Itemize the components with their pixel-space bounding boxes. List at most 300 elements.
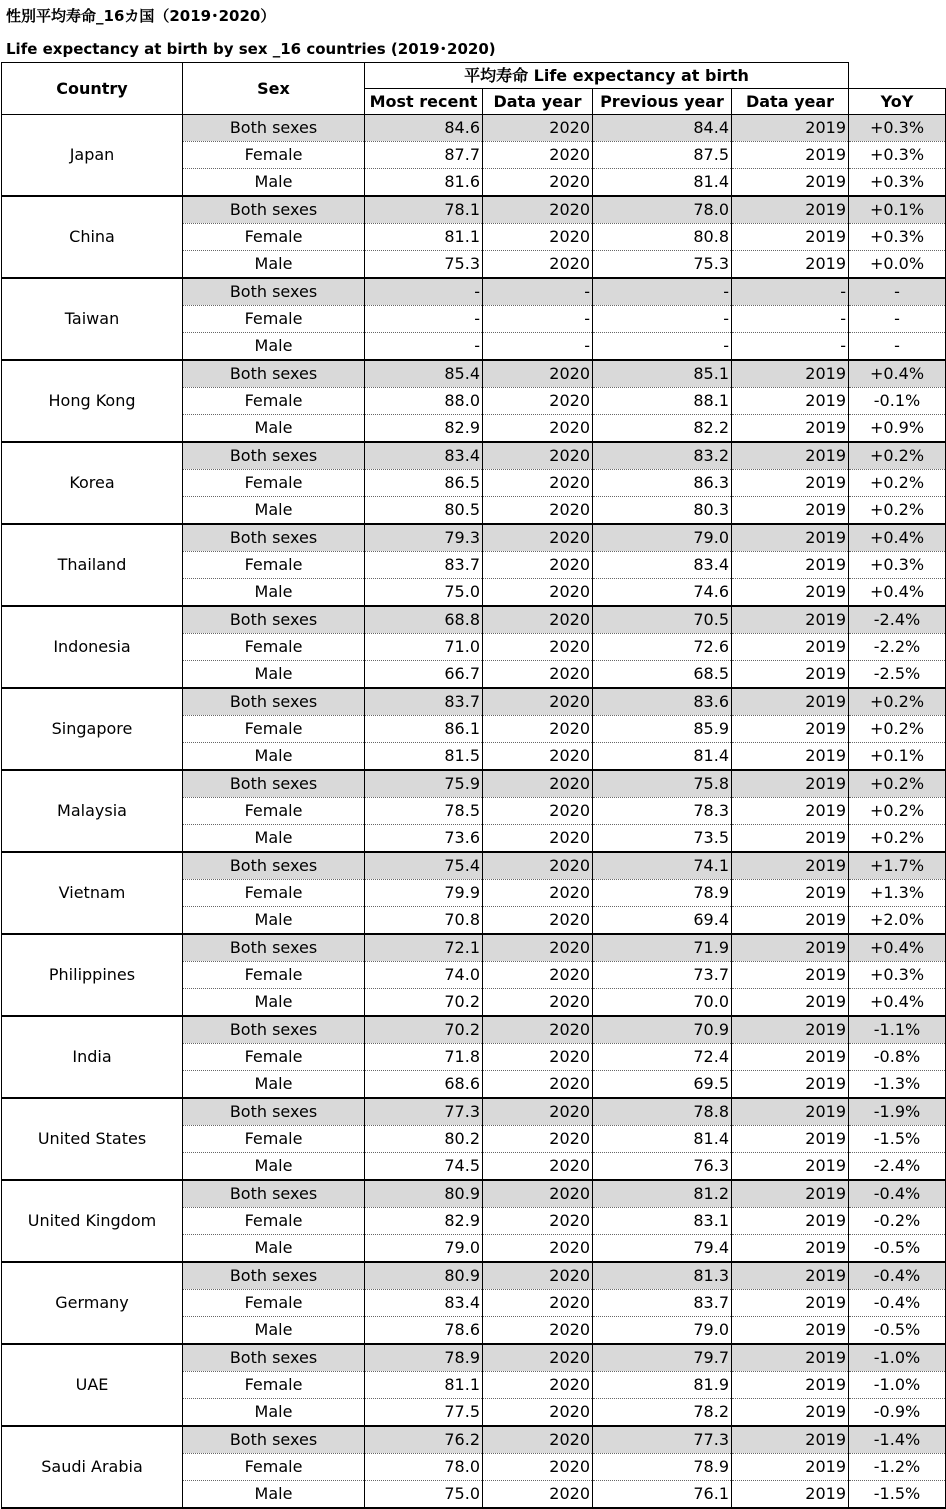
- yoy-cell: -2.2%: [849, 634, 946, 661]
- data-year-cell: 2020: [483, 634, 593, 661]
- sex-cell: Male: [183, 743, 365, 771]
- previous-data-year-cell: 2019: [732, 1208, 849, 1235]
- previous-year-cell: 80.3: [593, 497, 732, 525]
- most-recent-cell: 78.1: [365, 196, 483, 224]
- previous-year-cell: 83.2: [593, 442, 732, 470]
- most-recent-cell: 70.2: [365, 1016, 483, 1044]
- previous-year-cell: 81.9: [593, 1372, 732, 1399]
- previous-year-cell: 72.4: [593, 1044, 732, 1071]
- sex-cell: Female: [183, 552, 365, 579]
- previous-data-year-cell: 2019: [732, 1262, 849, 1290]
- previous-data-year-cell: 2019: [732, 688, 849, 716]
- country-cell: Japan: [2, 115, 183, 197]
- previous-year-cell: 84.4: [593, 115, 732, 142]
- previous-year-cell: 74.1: [593, 852, 732, 880]
- country-cell: Indonesia: [2, 606, 183, 688]
- data-year-cell: 2020: [483, 1481, 593, 1509]
- yoy-cell: +0.3%: [849, 142, 946, 169]
- sex-cell: Female: [183, 224, 365, 251]
- data-year-cell: 2020: [483, 579, 593, 607]
- header-yoy: YoY: [849, 89, 946, 115]
- most-recent-cell: 85.4: [365, 360, 483, 388]
- yoy-cell: +0.4%: [849, 360, 946, 388]
- yoy-cell: +0.3%: [849, 224, 946, 251]
- table-row: [2, 1016, 946, 1044]
- previous-year-cell: 76.3: [593, 1153, 732, 1181]
- previous-year-cell: 82.2: [593, 415, 732, 443]
- country-cell: China: [2, 196, 183, 278]
- previous-year-cell: -: [593, 278, 732, 306]
- previous-year-cell: 78.8: [593, 1098, 732, 1126]
- yoy-cell: -: [849, 306, 946, 333]
- header-life-expectancy-group: 平均寿命 Life expectancy at birth: [365, 63, 849, 89]
- yoy-cell: -0.5%: [849, 1317, 946, 1345]
- sex-cell: Female: [183, 880, 365, 907]
- previous-data-year-cell: 2019: [732, 497, 849, 525]
- yoy-cell: +0.3%: [849, 115, 946, 142]
- data-year-cell: 2020: [483, 825, 593, 853]
- previous-year-cell: 77.3: [593, 1426, 732, 1454]
- most-recent-cell: 88.0: [365, 388, 483, 415]
- data-year-cell: 2020: [483, 524, 593, 552]
- previous-data-year-cell: 2019: [732, 1044, 849, 1071]
- previous-year-cell: 83.1: [593, 1208, 732, 1235]
- most-recent-cell: -: [365, 306, 483, 333]
- yoy-cell: -0.5%: [849, 1235, 946, 1263]
- previous-data-year-cell: 2019: [732, 1153, 849, 1181]
- country-cell: United Kingdom: [2, 1180, 183, 1262]
- sex-cell: Female: [183, 1454, 365, 1481]
- sex-cell: Male: [183, 169, 365, 197]
- previous-year-cell: 74.6: [593, 579, 732, 607]
- previous-year-cell: 70.9: [593, 1016, 732, 1044]
- table-row: [2, 278, 946, 306]
- yoy-cell: -: [849, 278, 946, 306]
- table-row: [2, 770, 946, 798]
- yoy-cell: -0.4%: [849, 1262, 946, 1290]
- yoy-cell: +0.2%: [849, 798, 946, 825]
- most-recent-cell: 79.0: [365, 1235, 483, 1263]
- yoy-cell: -1.2%: [849, 1454, 946, 1481]
- data-year-cell: 2020: [483, 743, 593, 771]
- most-recent-cell: 73.6: [365, 825, 483, 853]
- data-year-cell: 2020: [483, 1016, 593, 1044]
- table-row: [2, 360, 946, 388]
- previous-data-year-cell: 2019: [732, 1071, 849, 1099]
- most-recent-cell: 80.5: [365, 497, 483, 525]
- most-recent-cell: 68.6: [365, 1071, 483, 1099]
- previous-year-cell: 88.1: [593, 388, 732, 415]
- sex-cell: Male: [183, 661, 365, 689]
- yoy-cell: -1.1%: [849, 1016, 946, 1044]
- header-sex: Sex: [183, 63, 365, 115]
- most-recent-cell: 81.1: [365, 1372, 483, 1399]
- sex-cell: Both sexes: [183, 1180, 365, 1208]
- data-year-cell: -: [483, 306, 593, 333]
- sex-cell: Male: [183, 1399, 365, 1427]
- previous-data-year-cell: 2019: [732, 1344, 849, 1372]
- data-year-cell: 2020: [483, 1044, 593, 1071]
- previous-data-year-cell: 2019: [732, 825, 849, 853]
- sex-cell: Both sexes: [183, 770, 365, 798]
- previous-data-year-cell: 2019: [732, 716, 849, 743]
- previous-data-year-cell: -: [732, 278, 849, 306]
- most-recent-cell: 74.0: [365, 962, 483, 989]
- sex-cell: Both sexes: [183, 524, 365, 552]
- sex-cell: Male: [183, 1235, 365, 1263]
- data-year-cell: 2020: [483, 360, 593, 388]
- previous-year-cell: 78.2: [593, 1399, 732, 1427]
- data-year-cell: 2020: [483, 552, 593, 579]
- previous-year-cell: 79.4: [593, 1235, 732, 1263]
- data-year-cell: -: [483, 278, 593, 306]
- most-recent-cell: 75.9: [365, 770, 483, 798]
- previous-year-cell: 85.9: [593, 716, 732, 743]
- previous-year-cell: 79.7: [593, 1344, 732, 1372]
- yoy-cell: -2.5%: [849, 661, 946, 689]
- most-recent-cell: 71.8: [365, 1044, 483, 1071]
- country-cell: Germany: [2, 1262, 183, 1344]
- previous-data-year-cell: 2019: [732, 115, 849, 142]
- previous-data-year-cell: 2019: [732, 251, 849, 279]
- sex-cell: Female: [183, 634, 365, 661]
- data-year-cell: 2020: [483, 470, 593, 497]
- previous-data-year-cell: 2019: [732, 880, 849, 907]
- sex-cell: Both sexes: [183, 278, 365, 306]
- previous-data-year-cell: 2019: [732, 1098, 849, 1126]
- most-recent-cell: 68.8: [365, 606, 483, 634]
- yoy-cell: -1.3%: [849, 1071, 946, 1099]
- yoy-cell: +0.2%: [849, 716, 946, 743]
- sex-cell: Male: [183, 333, 365, 361]
- sex-cell: Both sexes: [183, 1344, 365, 1372]
- yoy-cell: +0.3%: [849, 552, 946, 579]
- most-recent-cell: 70.8: [365, 907, 483, 935]
- most-recent-cell: -: [365, 333, 483, 361]
- yoy-cell: -2.4%: [849, 606, 946, 634]
- yoy-cell: -1.5%: [849, 1481, 946, 1509]
- most-recent-cell: 80.9: [365, 1262, 483, 1290]
- table-row: [2, 115, 946, 142]
- sex-cell: Both sexes: [183, 852, 365, 880]
- previous-data-year-cell: 2019: [732, 1317, 849, 1345]
- data-year-cell: 2020: [483, 224, 593, 251]
- previous-year-cell: 75.8: [593, 770, 732, 798]
- previous-data-year-cell: 2019: [732, 1426, 849, 1454]
- data-year-cell: 2020: [483, 1372, 593, 1399]
- yoy-cell: +1.7%: [849, 852, 946, 880]
- yoy-cell: -1.9%: [849, 1098, 946, 1126]
- most-recent-cell: 75.0: [365, 1481, 483, 1509]
- sex-cell: Female: [183, 306, 365, 333]
- previous-data-year-cell: 2019: [732, 606, 849, 634]
- most-recent-cell: 78.6: [365, 1317, 483, 1345]
- header-previous-data-year: Data year: [732, 89, 849, 115]
- yoy-cell: -0.9%: [849, 1399, 946, 1427]
- yoy-cell: +0.4%: [849, 934, 946, 962]
- yoy-cell: -0.8%: [849, 1044, 946, 1071]
- sex-cell: Female: [183, 1126, 365, 1153]
- data-year-cell: 2020: [483, 688, 593, 716]
- most-recent-cell: 83.7: [365, 552, 483, 579]
- yoy-cell: -0.1%: [849, 388, 946, 415]
- most-recent-cell: 77.3: [365, 1098, 483, 1126]
- previous-year-cell: 69.5: [593, 1071, 732, 1099]
- data-year-cell: 2020: [483, 1126, 593, 1153]
- table-row: [2, 1262, 946, 1290]
- data-year-cell: 2020: [483, 1180, 593, 1208]
- sex-cell: Both sexes: [183, 1426, 365, 1454]
- country-cell: Philippines: [2, 934, 183, 1016]
- yoy-cell: -2.4%: [849, 1153, 946, 1181]
- most-recent-cell: 78.5: [365, 798, 483, 825]
- previous-data-year-cell: -: [732, 333, 849, 361]
- yoy-cell: +0.2%: [849, 770, 946, 798]
- sex-cell: Both sexes: [183, 1016, 365, 1044]
- previous-year-cell: 81.4: [593, 1126, 732, 1153]
- table-row: [2, 196, 946, 224]
- sex-cell: Female: [183, 962, 365, 989]
- previous-data-year-cell: 2019: [732, 1399, 849, 1427]
- sex-cell: Both sexes: [183, 442, 365, 470]
- previous-year-cell: -: [593, 306, 732, 333]
- sex-cell: Male: [183, 907, 365, 935]
- most-recent-cell: 75.0: [365, 579, 483, 607]
- previous-data-year-cell: 2019: [732, 470, 849, 497]
- most-recent-cell: 79.9: [365, 880, 483, 907]
- sex-cell: Both sexes: [183, 360, 365, 388]
- yoy-cell: -1.0%: [849, 1372, 946, 1399]
- previous-data-year-cell: 2019: [732, 524, 849, 552]
- data-year-cell: 2020: [483, 415, 593, 443]
- most-recent-cell: 81.5: [365, 743, 483, 771]
- sex-cell: Female: [183, 388, 365, 415]
- data-year-cell: 2020: [483, 388, 593, 415]
- most-recent-cell: 81.1: [365, 224, 483, 251]
- data-year-cell: 2020: [483, 661, 593, 689]
- country-cell: United States: [2, 1098, 183, 1180]
- most-recent-cell: 78.0: [365, 1454, 483, 1481]
- sex-cell: Male: [183, 415, 365, 443]
- data-year-cell: 2020: [483, 989, 593, 1017]
- most-recent-cell: 78.9: [365, 1344, 483, 1372]
- previous-data-year-cell: 2019: [732, 661, 849, 689]
- table-row: [2, 524, 946, 552]
- sex-cell: Female: [183, 1290, 365, 1317]
- yoy-cell: +0.2%: [849, 825, 946, 853]
- yoy-cell: +0.1%: [849, 196, 946, 224]
- previous-year-cell: 79.0: [593, 1317, 732, 1345]
- sex-cell: Male: [183, 989, 365, 1017]
- sex-cell: Male: [183, 825, 365, 853]
- sex-cell: Female: [183, 1208, 365, 1235]
- data-year-cell: 2020: [483, 196, 593, 224]
- data-year-cell: 2020: [483, 770, 593, 798]
- data-year-cell: 2020: [483, 115, 593, 142]
- header-most-recent: Most recent: [365, 89, 483, 115]
- previous-data-year-cell: 2019: [732, 1290, 849, 1317]
- most-recent-cell: 66.7: [365, 661, 483, 689]
- most-recent-cell: 86.1: [365, 716, 483, 743]
- previous-data-year-cell: 2019: [732, 1180, 849, 1208]
- previous-data-year-cell: 2019: [732, 743, 849, 771]
- most-recent-cell: 74.5: [365, 1153, 483, 1181]
- country-cell: UAE: [2, 1344, 183, 1426]
- most-recent-cell: 75.4: [365, 852, 483, 880]
- title-english: Life expectancy at birth by sex _16 countries (2019･2020): [6, 40, 496, 58]
- data-year-cell: 2020: [483, 934, 593, 962]
- previous-year-cell: 86.3: [593, 470, 732, 497]
- data-year-cell: 2020: [483, 907, 593, 935]
- data-year-cell: 2020: [483, 497, 593, 525]
- yoy-cell: -0.4%: [849, 1180, 946, 1208]
- table-row: [2, 1344, 946, 1372]
- sex-cell: Male: [183, 1317, 365, 1345]
- country-cell: Vietnam: [2, 852, 183, 934]
- sex-cell: Female: [183, 470, 365, 497]
- data-year-cell: 2020: [483, 1399, 593, 1427]
- yoy-cell: +0.9%: [849, 415, 946, 443]
- table-row: [2, 442, 946, 470]
- data-year-cell: 2020: [483, 169, 593, 197]
- previous-data-year-cell: 2019: [732, 442, 849, 470]
- country-cell: Taiwan: [2, 278, 183, 360]
- country-cell: Malaysia: [2, 770, 183, 852]
- country-cell: India: [2, 1016, 183, 1098]
- yoy-cell: +0.2%: [849, 688, 946, 716]
- header-country: Country: [2, 63, 183, 115]
- data-year-cell: 2020: [483, 1153, 593, 1181]
- data-year-cell: 2020: [483, 1290, 593, 1317]
- previous-data-year-cell: 2019: [732, 169, 849, 197]
- yoy-cell: +0.3%: [849, 962, 946, 989]
- previous-data-year-cell: 2019: [732, 552, 849, 579]
- table-row: [2, 934, 946, 962]
- previous-year-cell: 69.4: [593, 907, 732, 935]
- yoy-cell: +0.4%: [849, 524, 946, 552]
- previous-data-year-cell: 2019: [732, 1372, 849, 1399]
- previous-year-cell: 87.5: [593, 142, 732, 169]
- sex-cell: Male: [183, 497, 365, 525]
- most-recent-cell: 82.9: [365, 415, 483, 443]
- data-year-cell: 2020: [483, 1071, 593, 1099]
- previous-year-cell: -: [593, 333, 732, 361]
- previous-year-cell: 76.1: [593, 1481, 732, 1509]
- most-recent-cell: 87.7: [365, 142, 483, 169]
- previous-data-year-cell: 2019: [732, 907, 849, 935]
- data-year-cell: 2020: [483, 606, 593, 634]
- previous-data-year-cell: 2019: [732, 579, 849, 607]
- data-year-cell: 2020: [483, 1208, 593, 1235]
- previous-year-cell: 73.5: [593, 825, 732, 853]
- previous-data-year-cell: 2019: [732, 1126, 849, 1153]
- previous-year-cell: 78.0: [593, 196, 732, 224]
- previous-data-year-cell: 2019: [732, 142, 849, 169]
- most-recent-cell: 84.6: [365, 115, 483, 142]
- yoy-cell: +0.2%: [849, 442, 946, 470]
- previous-data-year-cell: 2019: [732, 1016, 849, 1044]
- previous-year-cell: 78.3: [593, 798, 732, 825]
- most-recent-cell: 72.1: [365, 934, 483, 962]
- previous-year-cell: 83.4: [593, 552, 732, 579]
- data-year-cell: 2020: [483, 442, 593, 470]
- previous-data-year-cell: -: [732, 306, 849, 333]
- data-year-cell: 2020: [483, 251, 593, 279]
- previous-year-cell: 72.6: [593, 634, 732, 661]
- previous-year-cell: 78.9: [593, 880, 732, 907]
- yoy-cell: +0.1%: [849, 743, 946, 771]
- most-recent-cell: 81.6: [365, 169, 483, 197]
- data-year-cell: 2020: [483, 880, 593, 907]
- previous-data-year-cell: 2019: [732, 634, 849, 661]
- country-cell: Hong Kong: [2, 360, 183, 442]
- sex-cell: Both sexes: [183, 1098, 365, 1126]
- most-recent-cell: 76.2: [365, 1426, 483, 1454]
- sex-cell: Both sexes: [183, 688, 365, 716]
- data-year-cell: 2020: [483, 798, 593, 825]
- header-data-year: Data year: [483, 89, 593, 115]
- table-row: [2, 1180, 946, 1208]
- sex-cell: Female: [183, 798, 365, 825]
- most-recent-cell: 86.5: [365, 470, 483, 497]
- most-recent-cell: 83.4: [365, 1290, 483, 1317]
- yoy-cell: -: [849, 333, 946, 361]
- yoy-cell: -1.4%: [849, 1426, 946, 1454]
- sex-cell: Male: [183, 251, 365, 279]
- title-japanese: 性別平均寿命_16カ国（2019･2020）: [6, 7, 276, 25]
- data-year-cell: -: [483, 333, 593, 361]
- data-year-cell: 2020: [483, 962, 593, 989]
- yoy-cell: +2.0%: [849, 907, 946, 935]
- most-recent-cell: 83.4: [365, 442, 483, 470]
- previous-year-cell: 81.2: [593, 1180, 732, 1208]
- previous-data-year-cell: 2019: [732, 388, 849, 415]
- most-recent-cell: 80.2: [365, 1126, 483, 1153]
- sex-cell: Female: [183, 142, 365, 169]
- previous-year-cell: 85.1: [593, 360, 732, 388]
- yoy-cell: +0.3%: [849, 169, 946, 197]
- previous-year-cell: 83.7: [593, 1290, 732, 1317]
- most-recent-cell: 82.9: [365, 1208, 483, 1235]
- yoy-cell: +0.4%: [849, 579, 946, 607]
- header-previous-year: Previous year: [593, 89, 732, 115]
- previous-year-cell: 78.9: [593, 1454, 732, 1481]
- previous-year-cell: 68.5: [593, 661, 732, 689]
- sex-cell: Male: [183, 1481, 365, 1509]
- sex-cell: Both sexes: [183, 115, 365, 142]
- most-recent-cell: 75.3: [365, 251, 483, 279]
- data-year-cell: 2020: [483, 1426, 593, 1454]
- previous-year-cell: 81.3: [593, 1262, 732, 1290]
- data-year-cell: 2020: [483, 1098, 593, 1126]
- previous-year-cell: 81.4: [593, 169, 732, 197]
- previous-data-year-cell: 2019: [732, 852, 849, 880]
- table-row: [2, 1426, 946, 1454]
- most-recent-cell: 71.0: [365, 634, 483, 661]
- most-recent-cell: 79.3: [365, 524, 483, 552]
- previous-year-cell: 83.6: [593, 688, 732, 716]
- previous-year-cell: 80.8: [593, 224, 732, 251]
- data-year-cell: 2020: [483, 852, 593, 880]
- data-year-cell: 2020: [483, 1262, 593, 1290]
- previous-year-cell: 70.5: [593, 606, 732, 634]
- data-year-cell: 2020: [483, 142, 593, 169]
- previous-data-year-cell: 2019: [732, 415, 849, 443]
- data-year-cell: 2020: [483, 716, 593, 743]
- life-expectancy-table: [1, 62, 946, 1509]
- previous-data-year-cell: 2019: [732, 224, 849, 251]
- table-row: [2, 606, 946, 634]
